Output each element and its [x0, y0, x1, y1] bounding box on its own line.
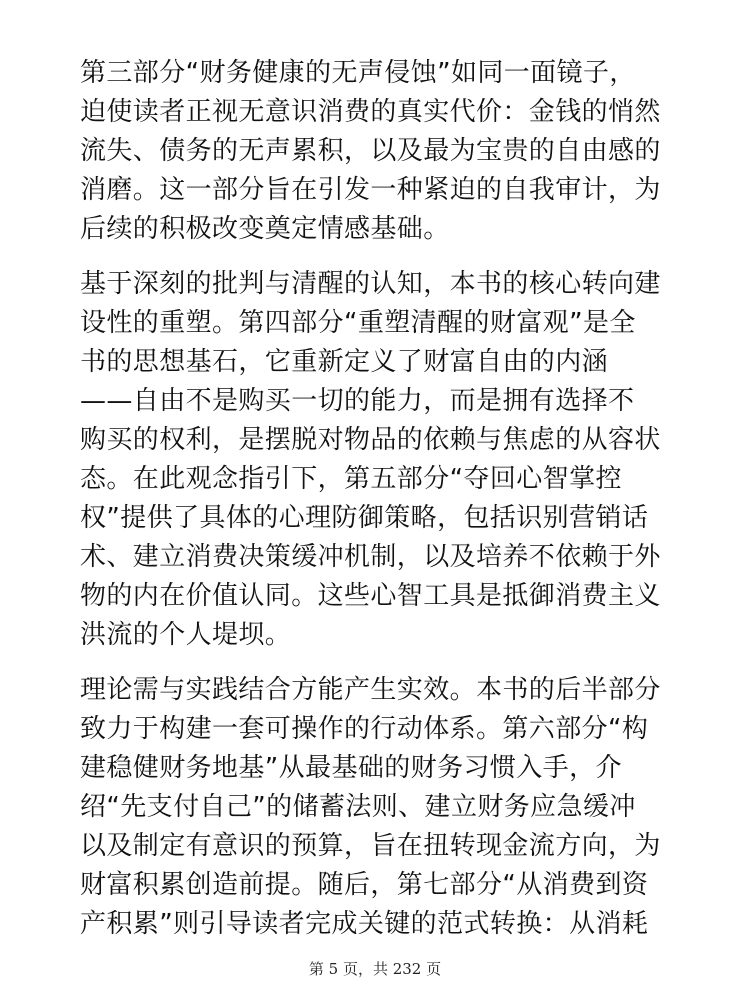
- paragraph: [80, 671, 672, 944]
- text-line: 态。在此观念指引下，第五部分“夺回心智掌控: [80, 464, 622, 494]
- page-number-footer: 第 5 页，共 232 页: [308, 960, 442, 978]
- paragraph: [80, 265, 672, 655]
- text-line: 后续的积极改变奠定情感基础。: [80, 214, 450, 244]
- text-line: ——自由不是购买一切的能力，而是拥有选择不: [80, 386, 635, 416]
- text-line: 迫使读者正视无意识消费的真实代价：金钱的悄然: [80, 97, 661, 127]
- text-line: 产积累”则引导读者完成关键的范式转换：从消耗: [80, 909, 649, 939]
- text-line: 物的内在价值认同。这些心智工具是抵御消费主义: [80, 581, 661, 611]
- body-text: [80, 54, 672, 960]
- text-line: 消磨。这一部分旨在引发一种紧迫的自我审计，为: [80, 175, 661, 205]
- text-line: 第三部分“财务健康的无声侵蚀”如同一面镜子，: [80, 58, 636, 88]
- paragraph: [80, 54, 672, 249]
- text-line: 致力于构建一套可操作的行动体系。第六部分“构: [80, 714, 649, 744]
- text-line: 书的思想基石，它重新定义了财富自由的内涵: [80, 347, 609, 377]
- text-line: 购买的权利，是摆脱对物品的依赖与焦虑的从容状: [80, 425, 661, 455]
- text-line: 术、建立消费决策缓冲机制，以及培养不依赖于外: [80, 542, 661, 572]
- text-line: 洪流的个人堤坝。: [80, 620, 292, 650]
- text-line: 理论需与实践结合方能产生实效。本书的后半部分: [80, 675, 661, 705]
- text-line: 财富积累创造前提。随后，第七部分“从消费到资: [80, 870, 649, 900]
- text-line: 流失、债务的无声累积，以及最为宝贵的自由感的: [80, 136, 661, 166]
- text-line: 基于深刻的批判与清醒的认知，本书的核心转向建: [80, 269, 661, 299]
- text-line: 以及制定有意识的预算，旨在扭转现金流方向，为: [80, 831, 661, 861]
- text-line: 权”提供了具体的心理防御策略，包括识别营销话: [80, 503, 649, 533]
- text-line: 绍“先支付自己”的储蓄法则、建立财务应急缓冲: [80, 792, 636, 822]
- text-line: 建稳健财务地基”从最基础的财务习惯入手，介: [80, 753, 622, 783]
- text-line: 设性的重塑。第四部分“重塑清醒的财富观”是全: [80, 308, 636, 338]
